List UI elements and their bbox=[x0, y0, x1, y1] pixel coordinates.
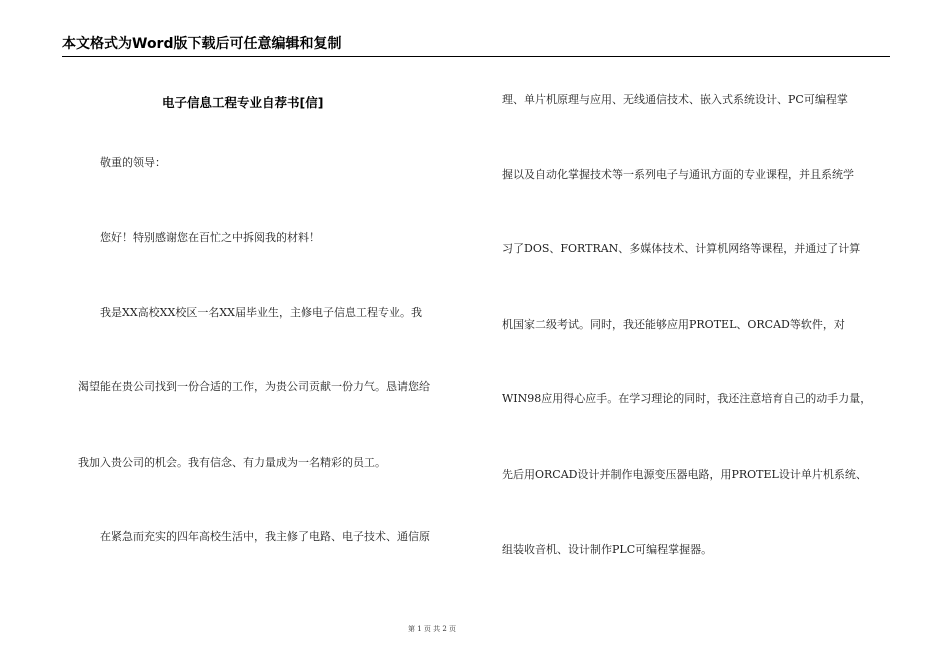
paragraph-line: 组装收音机、设计制作PLC可编程掌握器。 bbox=[502, 543, 713, 556]
paragraph-line: 敬重的领导： bbox=[100, 156, 166, 169]
paragraph-line: 渴望能在贵公司找到一份合适的工作，为贵公司贡献一份力气。恳请您给 bbox=[78, 380, 430, 393]
header-divider bbox=[62, 56, 890, 57]
paragraph-line: WIN98应用得心应手。在学习理论的同时，我还注意培育自己的动手力量， bbox=[502, 392, 872, 405]
paragraph-line: 在紧急而充实的四年高校生活中，我主修了电路、电子技术、通信原 bbox=[100, 530, 430, 543]
paragraph-line: 习了DOS、FORTRAN、多媒体技术、计算机网络等课程，并通过了计算 bbox=[502, 242, 861, 255]
document-header: 本文格式为Word版下载后可任意编辑和复制 bbox=[62, 36, 342, 52]
paragraph-line: 理、单片机原理与应用、无线通信技术、嵌入式系统设计、PC可编程掌 bbox=[502, 93, 848, 106]
document-title: 电子信息工程专业自荐书[信] bbox=[162, 95, 324, 110]
page-number: 第 1 页 共 2 页 bbox=[408, 625, 457, 633]
paragraph-line: 握以及自动化掌握技术等一系列电子与通讯方面的专业课程，并且系统学 bbox=[502, 168, 854, 181]
paragraph-line: 我加入贵公司的机会。我有信念、有力量成为一名精彩的员工。 bbox=[78, 456, 386, 469]
paragraph-line: 先后用ORCAD设计并制作电源变压器电路，用PROTEL设计单片机系统、 bbox=[502, 468, 867, 481]
paragraph-line: 您好！特别感谢您在百忙之中拆阅我的材料！ bbox=[100, 231, 320, 244]
paragraph-line: 机国家二级考试。同时，我还能够应用PROTEL、ORCAD等软件，对 bbox=[502, 318, 845, 331]
paragraph-line: 我是XX高校XX校区一名XX届毕业生，主修电子信息工程专业。我 bbox=[100, 306, 422, 319]
